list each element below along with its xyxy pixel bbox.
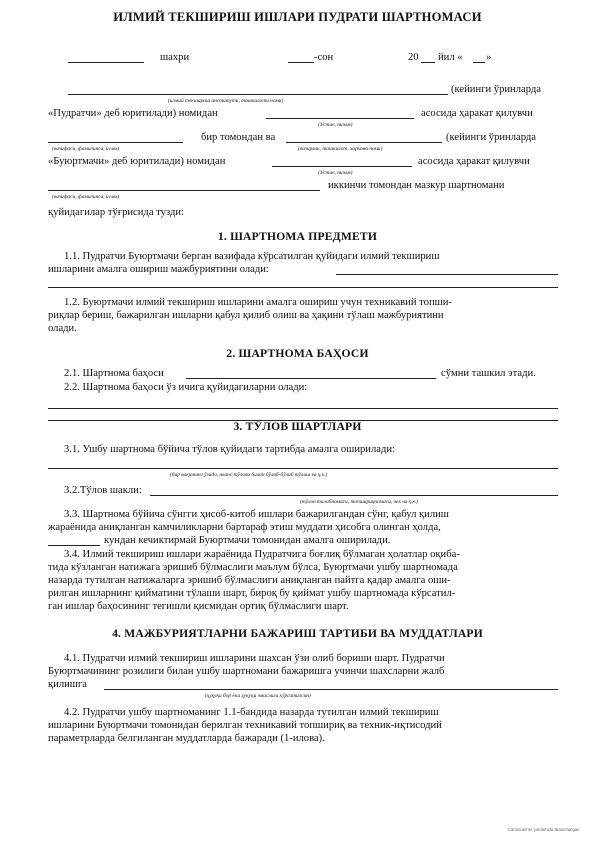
clause-1-2-line3: олади. <box>48 323 77 334</box>
parties-line2-end: асосида ҳаракат қилувчи <box>421 108 533 119</box>
hint-contractor-org: (илмий текшириш институти, ташкилоти номи) <box>168 98 284 104</box>
parties-line5-end: иккинчи томондан мазкур шартномани <box>328 180 505 191</box>
parties-line4-start: «Буюртмачи» деб юритилади) номидан <box>48 156 226 167</box>
section-1-heading: 1. ШАРТНОМА ПРЕДМЕТИ <box>217 230 378 243</box>
hint-payment-form: (тўлов талабномаси, топшириқномаси, чек ва ҳ.к.) <box>300 499 419 505</box>
day-blank <box>473 62 485 63</box>
client-org-blank <box>286 142 442 143</box>
clause-4-1-line2: Буюртмачининг розилиги билан ушбу шартномани бажаришга учинчи шахсларни жалб <box>48 666 445 677</box>
parties-line4-end: асосида ҳаракат қилувчи <box>418 156 530 167</box>
parties-line6: қуйидагилар тўғрисида тузди: <box>48 207 184 218</box>
clause-3-4-line5: ган ишлар баҳосининг тегишли қисмидан ортиқ бўлмаслиги шарт. <box>48 601 349 612</box>
clause-3-3-line1: 3.3. Шартнома бўйича сўнгги ҳисоб-китоб ишлари бажарилгандан сўнг, қабул қилиш <box>64 509 449 520</box>
hint-third-party-right: (ҳуқуқи бор ёки ҳуқуқи эмаслиги кўрсатилсин) <box>205 693 311 699</box>
clause-3-2: 3.2.Тўлов шакли: <box>64 485 142 496</box>
clause-3-4-line3: назарда тутилган натижаларга эришиб бўлмаслиги аниқланган пайтга қадар амалга оши- <box>48 575 451 586</box>
parties-line1-end: (кейинги ўринларда <box>451 84 541 95</box>
contractor-org-blank <box>68 94 448 95</box>
clause-1-1-line1 <box>64 250 558 263</box>
contractor-rep-blank <box>48 142 183 143</box>
clause-4-1-line3: қилишга <box>48 679 87 690</box>
clause-2-2-blank-a <box>48 408 558 409</box>
hint-client-basis: (Устав, низом) <box>318 170 353 176</box>
hint-payment-order: (бир вақтнинг ўзида, аванс тўлови билан бўлиб-бўлиб тўлаш ва ҳ.к.) <box>170 472 328 478</box>
year-prefix: 20 <box>408 52 419 63</box>
clause-4-2-line3: параметрларда белгиланган муддатларда бажаради (1-илова). <box>48 733 325 744</box>
clause-1-1-text-a: 1.1. Пудратчи Буюртмачи берган вазифада кўрсатилган қуйидаги илмий текшириш <box>64 251 440 262</box>
parties-line3-mid: бир томондан ва <box>201 132 276 143</box>
clause-3-3-line3: кундан кечиктирмай Буюртмачи томонидан амалга оширилади. <box>104 535 391 546</box>
quote-close: » <box>486 52 492 63</box>
clause-1-1-blank-a <box>336 274 558 275</box>
clause-3-1: 3.1. Ушбу шартнома бўйича тўлов қуйидаги тартибда амалга оширилади: <box>64 444 395 455</box>
payment-order-blank <box>48 468 558 469</box>
payment-form-blank <box>150 495 558 496</box>
contract-price-blank <box>186 378 436 379</box>
client-basis-blank <box>272 166 412 167</box>
parties-line2-start: «Пудратчи» деб юритилади) номидан <box>48 108 218 119</box>
hint-client-org: (вазирлик, ташкилот, хорхона номи) <box>298 146 383 152</box>
clause-3-4-line4: рилган ишларнинг қийматини тўлаши шарт, бироқ бу қиймат ушбу шартномада кўрсатил- <box>48 588 456 599</box>
number-label: -сон <box>314 52 334 63</box>
city-label: шахри <box>160 52 190 63</box>
document-title: ИЛМИЙ ТЕКШИРИШ ИШЛАРИ ПУДРАТИ ШАРТНОМАСИ <box>113 10 482 24</box>
number-blank <box>288 62 314 63</box>
clause-1-1-blank-b <box>48 287 558 288</box>
hint-client-rep: (вазифаси, фамилияси, исми) <box>52 194 119 200</box>
clause-1-2-line1: 1.2. Буюртмачи илмий текшириш ишларини амалга ошириш учун техникавий топши- <box>64 297 452 308</box>
final-settlement-days-blank <box>48 545 100 546</box>
year-label: йил « <box>438 52 463 63</box>
parties-line3-end: (кейинги ўринларда <box>446 132 536 143</box>
section-3-heading: 3. ТЎЛОВ ШАРТЛАРИ <box>233 420 362 433</box>
clause-3-4-line2: тида кўзланган натижага эришиб бўлмаслиги маълум бўлса, Буюртмачи ушбу шартномада <box>48 562 458 573</box>
clause-3-3-line2: жараёнида аниқланган камчиликларни бартараф этиш муддати ҳисобга олинган ҳолда, <box>48 522 441 533</box>
year-blank <box>421 62 435 63</box>
scanner-footer: CamScanner yordamida skanerlangan <box>508 827 580 832</box>
contractor-basis-blank <box>266 118 414 119</box>
third-party-right-blank <box>104 689 558 690</box>
section-4-heading: 4. МАЖБУРИЯТЛАРНИ БАЖАРИШ ТАРТИБИ ВА МУДДАТЛАРИ <box>112 627 483 640</box>
city-blank <box>68 62 144 63</box>
clause-4-2-line2: ишларини Буюртмачи томонидан берилган техникавий топшириқ ва техник-иқтисодий <box>48 720 442 731</box>
clause-4-2-line1: 4.2. Пудратчи ушбу шартноманинг 1.1-бандида назарда тутилган илмий текшириш <box>64 707 439 718</box>
clause-1-2-line2: риқлар бериш, бажарилган ишларни қабул қилиб олиш ва ҳақини тўлаш мажбуриятини <box>48 310 444 321</box>
clause-1-1-line2: ишларини амалга ошириш мажбуриятини олади: <box>48 264 269 275</box>
clause-4-1-line1: 4.1. Пудратчи илмий текшириш ишларини шахсан ўзи олиб бориши шарт. Пудратчи <box>64 653 445 664</box>
client-rep-blank <box>48 190 320 191</box>
clause-2-1-end: сўмни ташкил этади. <box>441 368 536 379</box>
clause-2-1-start: 2.1. Шартнома баҳоси <box>64 368 164 379</box>
clause-3-4-line1: 3.4. Илмий текшириш ишлари жараёнида Пудратчига боғлиқ бўлмаган ҳолатлар оқиба- <box>64 549 460 560</box>
section-2-heading: 2. ШАРТНОМА БАҲОСИ <box>226 347 369 360</box>
clause-2-2: 2.2. Шартнома баҳоси ўз ичига қуйидагиларни олади: <box>64 382 308 393</box>
hint-contractor-rep: (вазифаси, фамилияси, исми) <box>52 146 119 152</box>
hint-contractor-basis: (Устав, низом) <box>318 122 353 128</box>
